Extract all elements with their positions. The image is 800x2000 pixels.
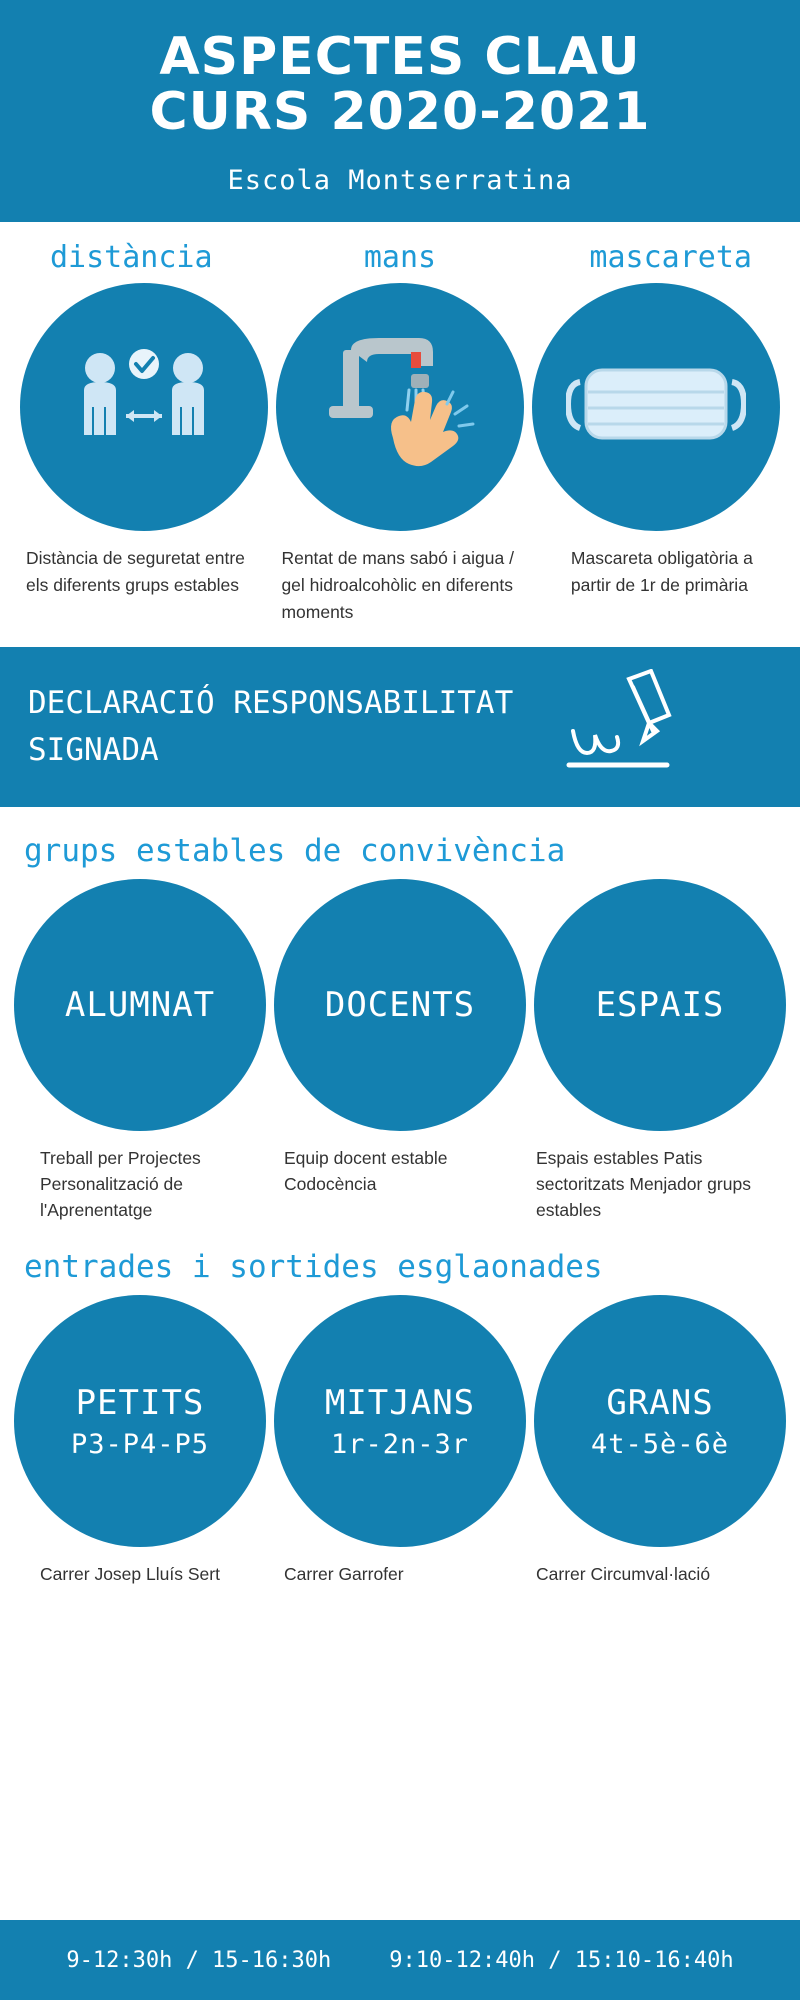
group-alumnat-circle <box>14 879 266 1131</box>
entry-grans <box>529 1295 786 1587</box>
group-docents-circle <box>274 879 526 1131</box>
responsibility-banner <box>0 647 800 807</box>
measures-section <box>0 222 800 646</box>
group-docents-caption: Equip docent estable Codocència <box>284 1147 448 1194</box>
group-espais-circle <box>534 879 786 1131</box>
handwashing-icon <box>315 330 485 485</box>
header <box>0 0 800 222</box>
entry-mitjans <box>271 1295 528 1587</box>
group-alumnat-caption: Treball per Projectes Personalització de l'Aprenentatge <box>40 1147 201 1221</box>
entry-mitjans-sublabel: 1r-2n-3r <box>330 1428 470 1460</box>
face-mask-icon <box>566 340 746 475</box>
entry-petits-circle <box>14 1295 266 1547</box>
page-title <box>20 27 780 142</box>
school-name: Escola Montserratina <box>227 165 573 197</box>
measure-hands-caption: Rentat de mans sabó i aigua / gel hidroalcohòlic en diferents moments <box>281 548 514 623</box>
title-line-1: ASPECTES CLAU <box>159 27 641 87</box>
entry-grans-circle <box>534 1295 786 1547</box>
measure-mask-caption: Mascareta obligatòria a partir de 1r de primària <box>570 548 753 596</box>
measure-distance <box>20 240 273 599</box>
group-alumnat-label: ALUMNAT <box>64 984 216 1025</box>
entries-title: entrades i sortides esglaonades <box>24 1249 603 1286</box>
pen-signature-icon <box>555 669 695 789</box>
entry-petits-label: PETITS <box>75 1382 205 1423</box>
title-line-2: CURS 2020-2021 <box>149 81 651 142</box>
schedule-early: 9-12:30h / 15-16:30h <box>66 1947 332 1973</box>
entry-mitjans-caption: Carrer Garrofer <box>284 1564 404 1585</box>
entries-section <box>0 1223 800 1587</box>
entry-petits-caption: Carrer Josep Lluís Sert <box>40 1564 220 1585</box>
group-espais <box>529 879 786 1224</box>
group-espais-caption: Espais estables Patis sectoritzats Menjador grups estables <box>536 1147 751 1221</box>
measure-distance-caption: Distància de seguretat entre els diferents grups estables <box>26 548 245 596</box>
stable-groups-section <box>0 807 800 1224</box>
entry-grans-caption: Carrer Circumval·lació <box>536 1564 711 1585</box>
measures-row <box>20 240 780 626</box>
entry-grans-sublabel: 4t-5è-6è <box>590 1428 730 1460</box>
measure-mask-circle <box>532 283 780 531</box>
entry-petits <box>14 1295 271 1587</box>
group-alumnat <box>14 879 271 1224</box>
measure-mask-title: mascareta <box>589 240 752 276</box>
entry-petits-sublabel: P3-P4-P5 <box>70 1428 210 1460</box>
responsibility-banner-text: DECLARACIÓ RESPONSABILITAT SIGNADA <box>28 685 514 768</box>
measure-hands <box>273 240 526 626</box>
stable-groups-row <box>14 879 786 1224</box>
entry-mitjans-circle <box>274 1295 526 1547</box>
schedule-late: 9:10-12:40h / 15:10-16:40h <box>389 1947 734 1973</box>
measure-hands-circle <box>276 283 524 531</box>
measure-distance-title: distància <box>50 240 213 276</box>
entry-grans-label: GRANS <box>606 1382 714 1423</box>
social-distance-icon <box>64 340 224 475</box>
measure-mask <box>527 240 780 599</box>
entries-row <box>14 1295 786 1587</box>
group-docents-label: DOCENTS <box>324 984 476 1025</box>
group-espais-label: ESPAIS <box>595 984 725 1025</box>
entry-mitjans-label: MITJANS <box>324 1382 476 1423</box>
measure-hands-title: mans <box>363 240 437 276</box>
schedule-footer <box>0 1920 800 2000</box>
stable-groups-title: grups estables de convivència <box>24 832 566 869</box>
measure-distance-circle <box>20 283 268 531</box>
group-docents <box>271 879 528 1198</box>
